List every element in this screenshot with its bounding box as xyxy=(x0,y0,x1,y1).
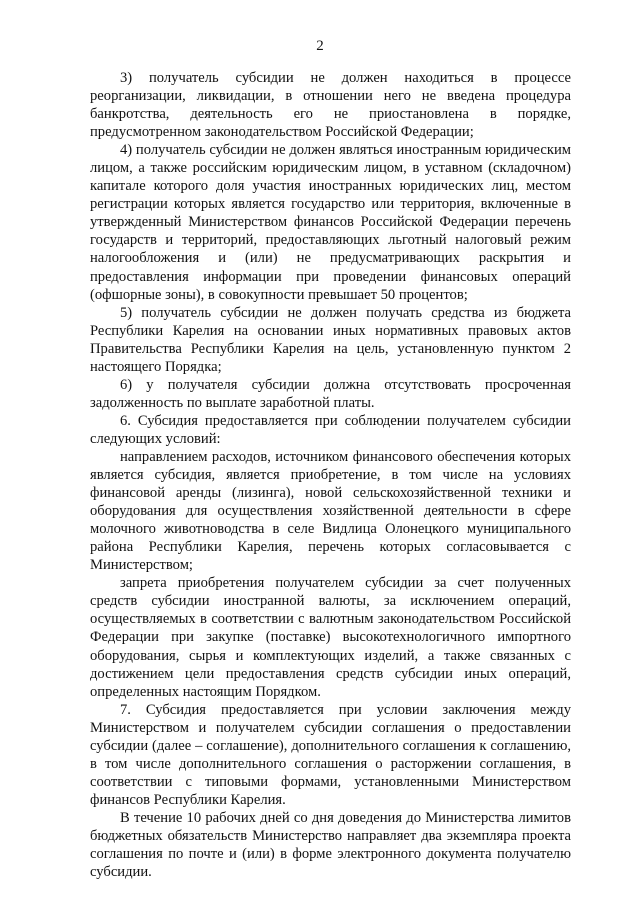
paragraph-section-7-agreement: 7. Субсидия предоставляется при условии заключения между Министерством и получателем субсидии соглашения о предоставлении субсидии (далее – соглашение), дополнительного соглашения к соглашению, в том числе дополнительного соглашения о расторжении соглашения, в соответствии с типовыми формами, установленными Министерством финансов Республики Карелия. xyxy=(90,701,571,808)
paragraph-expense-direction: направлением расходов, источником финансового обеспечения которых является субсидия, является приобретение, в том числе на условиях финансовой аренды (лизинга), новой сельскохозяйственной техники и оборудования для осуществления хозяйственной деятельности в сфере молочного животноводства в селе Видлица Олонецкого муниципального района Республики Карелия, перечень которых согласовывается с Министерством; xyxy=(90,448,571,574)
page-number: 2 xyxy=(316,38,324,54)
paragraph-item-4-foreign-entity: 4) получатель субсидии не должен являться иностранным юридическим лицом, а также российским юридическим лицом, в уставном (складочном) капитале которого доля участия иностранных юридических лиц, местом регистрации которых является государство или территория, включенные в утвержденный Министерством финансов Российской Федерации перечень государств и территорий, предоставляющих льготный налоговый режим налогообложения и (или) не предусматривающих раскрытия и предоставления информации при проведении финансовых операций (офшорные зоны), в совокупности превышает 50 процентов; xyxy=(90,142,571,303)
document-body xyxy=(90,69,571,881)
paragraph-item-5-budget-funds: 5) получатель субсидии не должен получать средства из бюджета Республики Карелия на основании иных нормативных правовых актов Правительства Республики Карелия на цель, установленную пунктом 2 настоящего Порядка; xyxy=(90,304,571,375)
paragraph-currency-ban: запрета приобретения получателем субсидии за счет полученных средств субсидии иностранной валюты, за исключением операций, осуществляемых в соответствии с валютным законодательством Российской Федерации при закупке (поставке) высокотехнологичного импортного оборудования, сырья и комплектующих изделий, а также связанных с достижением цели предоставления средств субсидии иных операций, определенных настоящим Порядком. xyxy=(90,575,571,700)
paragraph-section-6-conditions: 6. Субсидия предоставляется при соблюдении получателем субсидии следующих условий: xyxy=(90,412,571,447)
paragraph-agreement-timeline: В течение 10 рабочих дней со дня доведения до Министерства лимитов бюджетных обязательств Министерство направляет два экземпляра проекта соглашения по почте и (или) в форме электронного документа получателю субсидии. xyxy=(90,809,571,881)
paragraph-item-3-reorganization: 3) получатель субсидии не должен находиться в процессе реорганизации, ликвидации, в отношении него не введена процедура банкротства, деятельность его не приостановлена в порядке, предусмотренном законодательством Российской Федерации; xyxy=(90,70,571,141)
paragraph-item-6-salary-debt: 6) у получателя субсидии должна отсутствовать просроченная задолженность по выплате заработной платы. xyxy=(90,376,571,411)
